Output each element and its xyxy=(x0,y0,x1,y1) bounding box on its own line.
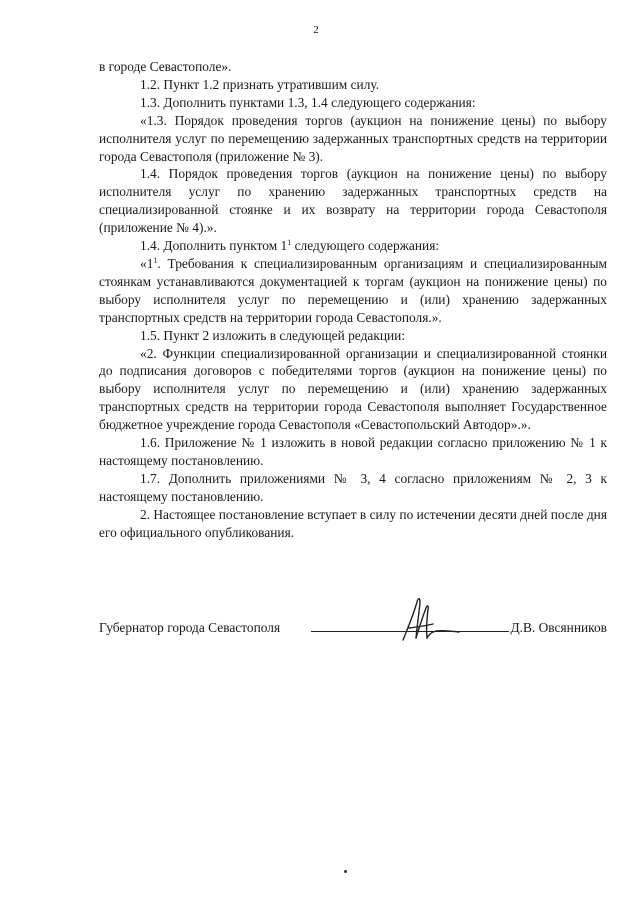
paragraph-quote-2: «2. Функции специализированной организации и специализированной стоянки до подписания договоров с победителями торгов (аукцион на понижение цены) по выбору исполнителя услуг по перемещению и (или) хранению задержанных транспортных средств на территории города Севастополя выполняет Государственное бюджетное учреждение города Севастополя «Севастопольский Автодор».». xyxy=(99,345,607,433)
paragraph-quote-1-1-start: «1 xyxy=(140,255,154,271)
paragraph-item-1-3: 1.3. Дополнить пунктами 1.3, 1.4 следующего содержания: xyxy=(140,94,476,110)
superscript: 1 xyxy=(287,238,292,248)
paragraph-quote-1-1-text: . Требования к специализированным организациям и специализированным стоянкам устанавливаются документацией к торгам (аукцион на понижение цены) по выбору исполнителя услуг по перемещению и (или) хранению задержанных транспортных средств на территории города Севастополя.». xyxy=(99,255,607,325)
paragraph-item-1-7: 1.7. Дополнить приложениями № 3, 4 согласно приложениям № 2, 3 к настоящему постановлению. xyxy=(99,470,607,504)
signatory-title: Губернатор города Севастополя xyxy=(99,620,281,635)
signatory-name: Д.В. Овсянников xyxy=(510,620,607,635)
paragraph-quote-1-4: 1.4. Порядок проведения торгов (аукцион на понижение цены) по выбору исполнителя услуг по хранению задержанных транспортных средств на специализированной стоянке и их возврату на территории города Севастополя (приложение № 4).». xyxy=(99,166,607,236)
footer-mark xyxy=(344,870,347,873)
handwritten-signature xyxy=(389,594,469,644)
paragraph-item-1-2: 1.2. Пункт 1.2 признать утратившим силу. xyxy=(140,76,380,92)
signature-block xyxy=(99,620,607,644)
paragraph-item-1-4 xyxy=(99,237,607,255)
superscript: 1 xyxy=(153,255,158,265)
document-body xyxy=(99,58,607,541)
paragraph-quote-1-3: «1.3. Порядок проведения торгов (аукцион на понижение цены) по выбору исполнителя услуг по перемещению задержанных транспортных средств на территории города Севастополя (приложение № 3). xyxy=(99,112,607,164)
paragraph-item-1-4-tail: следующего содержания: xyxy=(291,238,440,254)
paragraph-item-2: 2. Настоящее постановление вступает в силу по истечении десяти дней после дня его официального опубликования. xyxy=(99,506,607,540)
paragraph-item-1-4-text: 1.4. Дополнить пунктом 1 xyxy=(140,238,288,254)
paragraph-item-1-5: 1.5. Пункт 2 изложить в следующей редакции: xyxy=(140,327,406,343)
paragraph-item-1-6: 1.6. Приложение № 1 изложить в новой редакции согласно приложению № 1 к настоящему постановлению. xyxy=(99,435,607,468)
page-number: 2 xyxy=(313,24,319,36)
paragraph-continuation: в городе Севастополе». xyxy=(99,59,232,74)
paragraph-quote-1-1 xyxy=(99,255,607,327)
